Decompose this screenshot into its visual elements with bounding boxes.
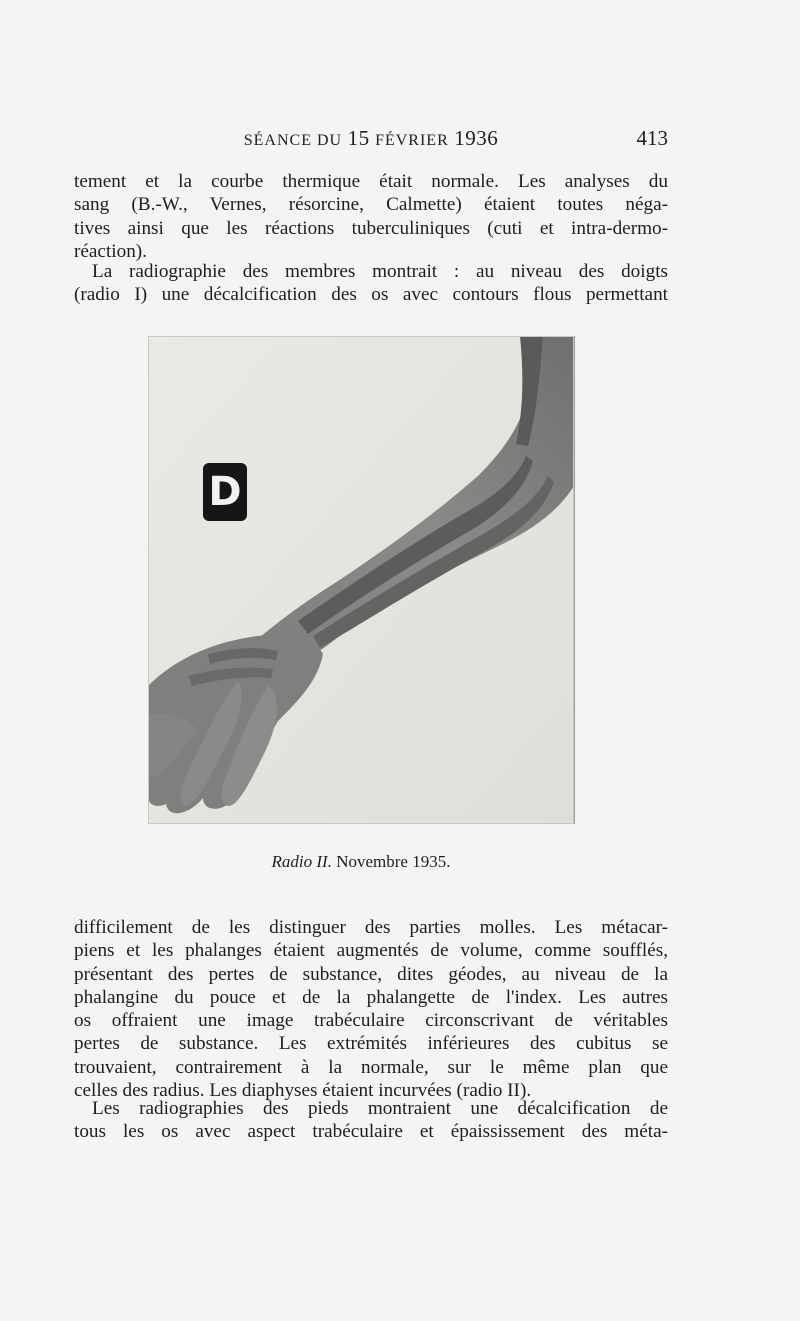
year: 1936 [454,126,499,150]
paragraph-2 [74,260,668,307]
text-line: os offraient une image trabéculaire circonscrivant de véritables [74,1010,668,1032]
caption-label: Radio II. [271,852,332,871]
text-line: La radiographie des membres montrait : au niveau des doigts [92,261,668,282]
paragraph-4 [74,1097,668,1144]
text-line: tement et la courbe thermique était normale. Les analyses du [74,171,668,192]
text-line: phalangine du pouce et de la phalangette de l'index. Les autres [74,986,668,1008]
paragraph-3 [74,916,668,1102]
radiograph-figure [148,336,575,824]
month: FÉVRIER [375,132,449,149]
text-line: difficilement de les distinguer des parties molles. Les métacar- [74,917,668,938]
caption-text: Novembre 1935. [336,852,451,871]
day: 15 [347,126,370,150]
running-head [74,126,668,154]
paragraph-1 [74,170,668,263]
text-line: tous les os avec aspect trabéculaire et épaississement des méta- [74,1121,668,1143]
page-number: 413 [636,126,668,150]
text-line: piens et les phalanges étaient augmentés de volume, comme soufflés, [74,940,668,962]
text-line: tives ainsi que les réactions tuberculiniques (cuti et intra-dermo- [74,217,668,239]
text-line: (radio I) une décalcification des os avec contours flous permettant [74,284,668,306]
figure-caption [148,852,574,872]
text-line: celles des radius. Les diaphyses étaient incurvées (radio II). [74,1080,532,1102]
text-line: Les radiographies des pieds montraient une décalcification de [92,1098,668,1119]
text-line: pertes de substance. Les extrémités inférieures des cubitus se [74,1033,668,1055]
running-title [74,126,668,151]
side-marker [203,463,247,521]
text-line: réaction). [74,240,147,262]
seance-label: SÉANCE DU [243,132,343,149]
marker-letter: D [208,469,242,515]
text-line: trouvaient, contrairement à la normale, sur le même plan que [74,1056,668,1078]
xray-image [148,336,574,824]
text-line: sang (B.-W., Vernes, résorcine, Calmette) étaient toutes néga- [74,194,668,216]
text-line: présentant des pertes de substance, dites géodes, au niveau de la [74,963,668,985]
